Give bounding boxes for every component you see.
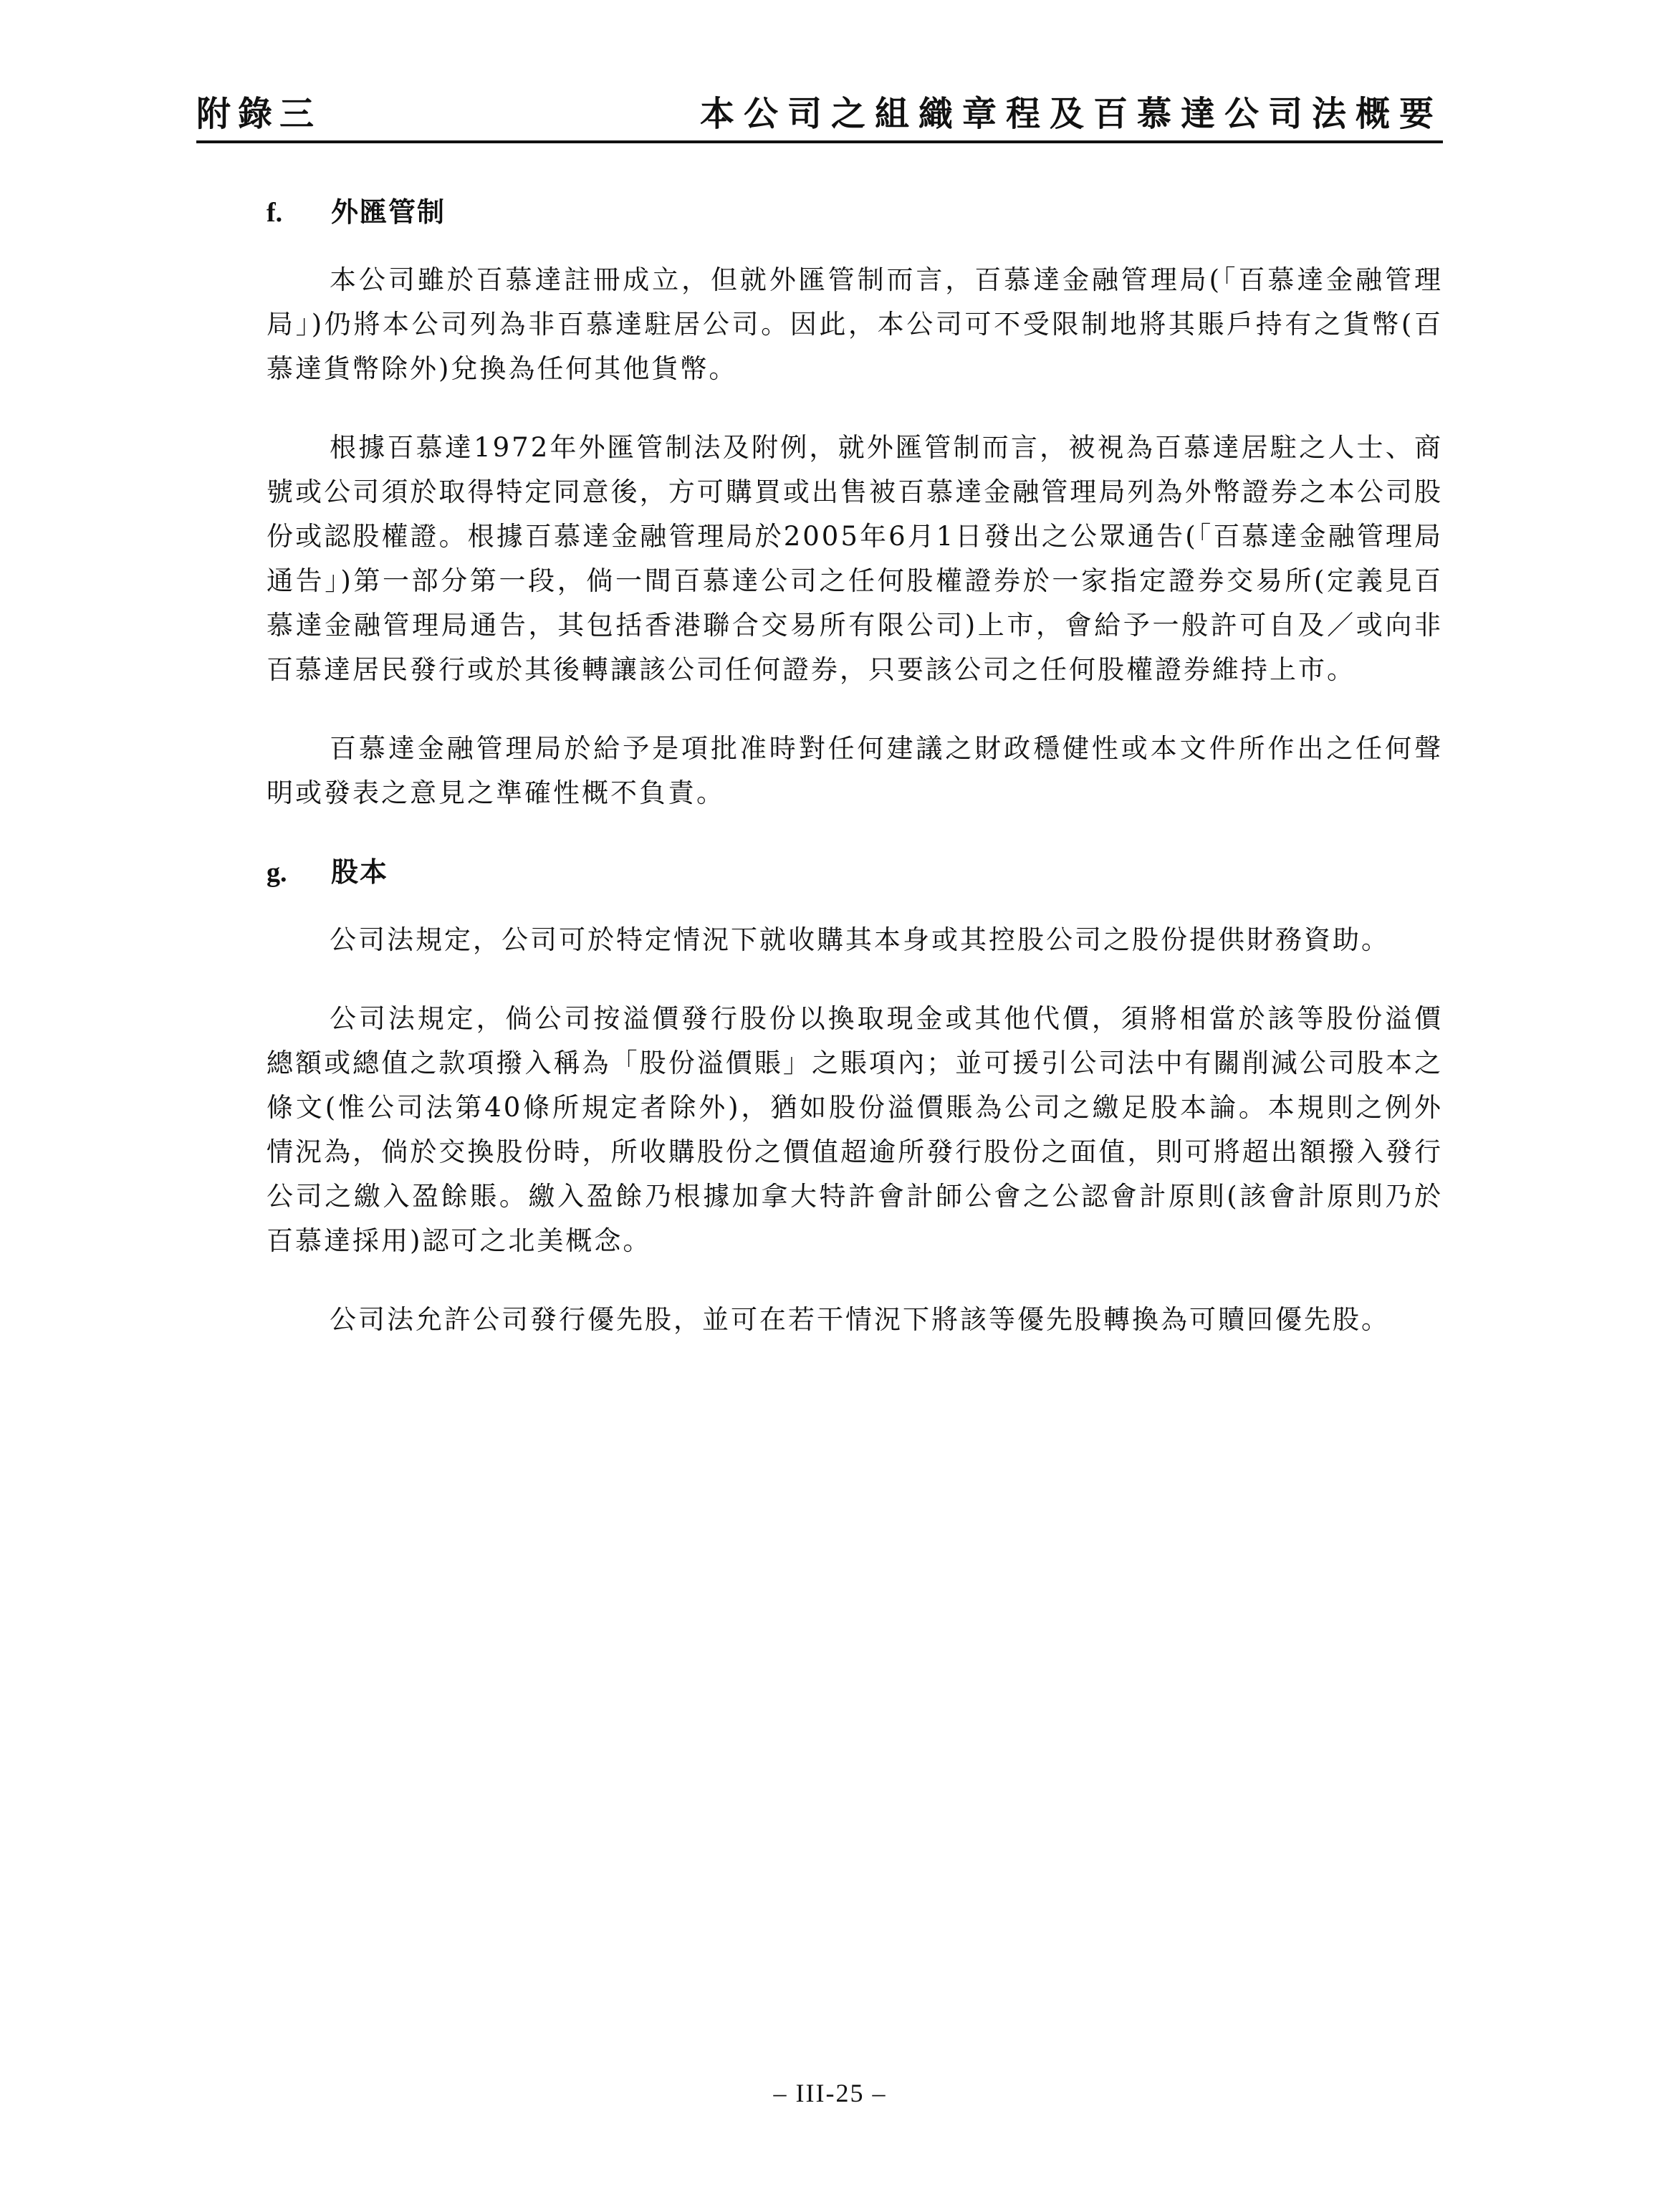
section-heading	[267, 190, 1443, 229]
appendix-label: 附錄三	[196, 94, 322, 134]
page-number: – III-25 –	[773, 2079, 887, 2107]
paragraph: 百慕達金融管理局於給予是項批准時對任何建議之財政穩健性或本文件所作出之任何聲明或發表之意見之準確性概不負責。	[267, 733, 1443, 808]
section-letter: f.	[267, 198, 283, 228]
section-heading	[267, 850, 1443, 889]
paragraph: 公司法允許公司發行優先股，並可在若干情況下將該等優先股轉換為可贖回優先股。	[330, 1304, 1390, 1335]
paragraph: 本公司雖於百慕達註冊成立，但就外匯管制而言，百慕達金融管理局(「百慕達金融管理局」)仍將本公司列為非百慕達駐居公司。因此，本公司可不受限制地將其賬戶持有之貨幣(百慕達貨幣除外)兌換為任何其他貨幣。	[267, 264, 1443, 384]
section-share-capital	[267, 850, 1443, 1342]
section-exchange-control	[267, 190, 1443, 815]
paragraph: 公司法規定，倘公司按溢價發行股份以換取現金或其他代價，須將相當於該等股份溢價總額或總值之款項撥入稱為「股份溢價賬」之賬項內；並可援引公司法中有關削減公司股本之條文(惟公司法第40條所規定者除外)，猶如股份溢價賬為公司之繳足股本論。本規則之例外情況為，倘於交換股份時，所收購股份之價值超逾所發行股份之面值，則可將超出額撥入發行公司之繳入盈餘賬。繳入盈餘乃根據加拿大特許會計師公會之公認會計原則(該會計原則乃於百慕達採用)認可之北美概念。	[267, 1003, 1443, 1256]
header-rule	[196, 140, 1443, 143]
section-title: 股本	[331, 856, 389, 888]
page-header	[196, 77, 1443, 142]
document-body	[267, 190, 1443, 1376]
appendix-title: 本公司之組織章程及百慕達公司法概要	[699, 94, 1443, 134]
paragraph: 公司法規定，公司可於特定情況下就收購其本身或其控股公司之股份提供財務資助。	[330, 924, 1390, 955]
section-letter: g.	[267, 858, 287, 888]
paragraph: 根據百慕達1972年外匯管制法及附例，就外匯管制而言，被視為百慕達居駐之人士、商號或公司須於取得特定同意後，方可購買或出售被百慕達金融管理局列為外幣證券之本公司股份或認股權證。根據百慕達金融管理局於2005年6月1日發出之公眾通告(「百慕達金融管理局通告」)第一部分第一段，倘一間百慕達公司之任何股權證券於一家指定證券交易所(定義見百慕達金融管理局通告，其包括香港聯合交易所有限公司)上市，會給予一般許可自及／或向非百慕達居民發行或於其後轉讓該公司任何證券，只要該公司之任何股權證券維持上市。	[267, 432, 1443, 685]
section-title: 外匯管制	[331, 196, 446, 228]
